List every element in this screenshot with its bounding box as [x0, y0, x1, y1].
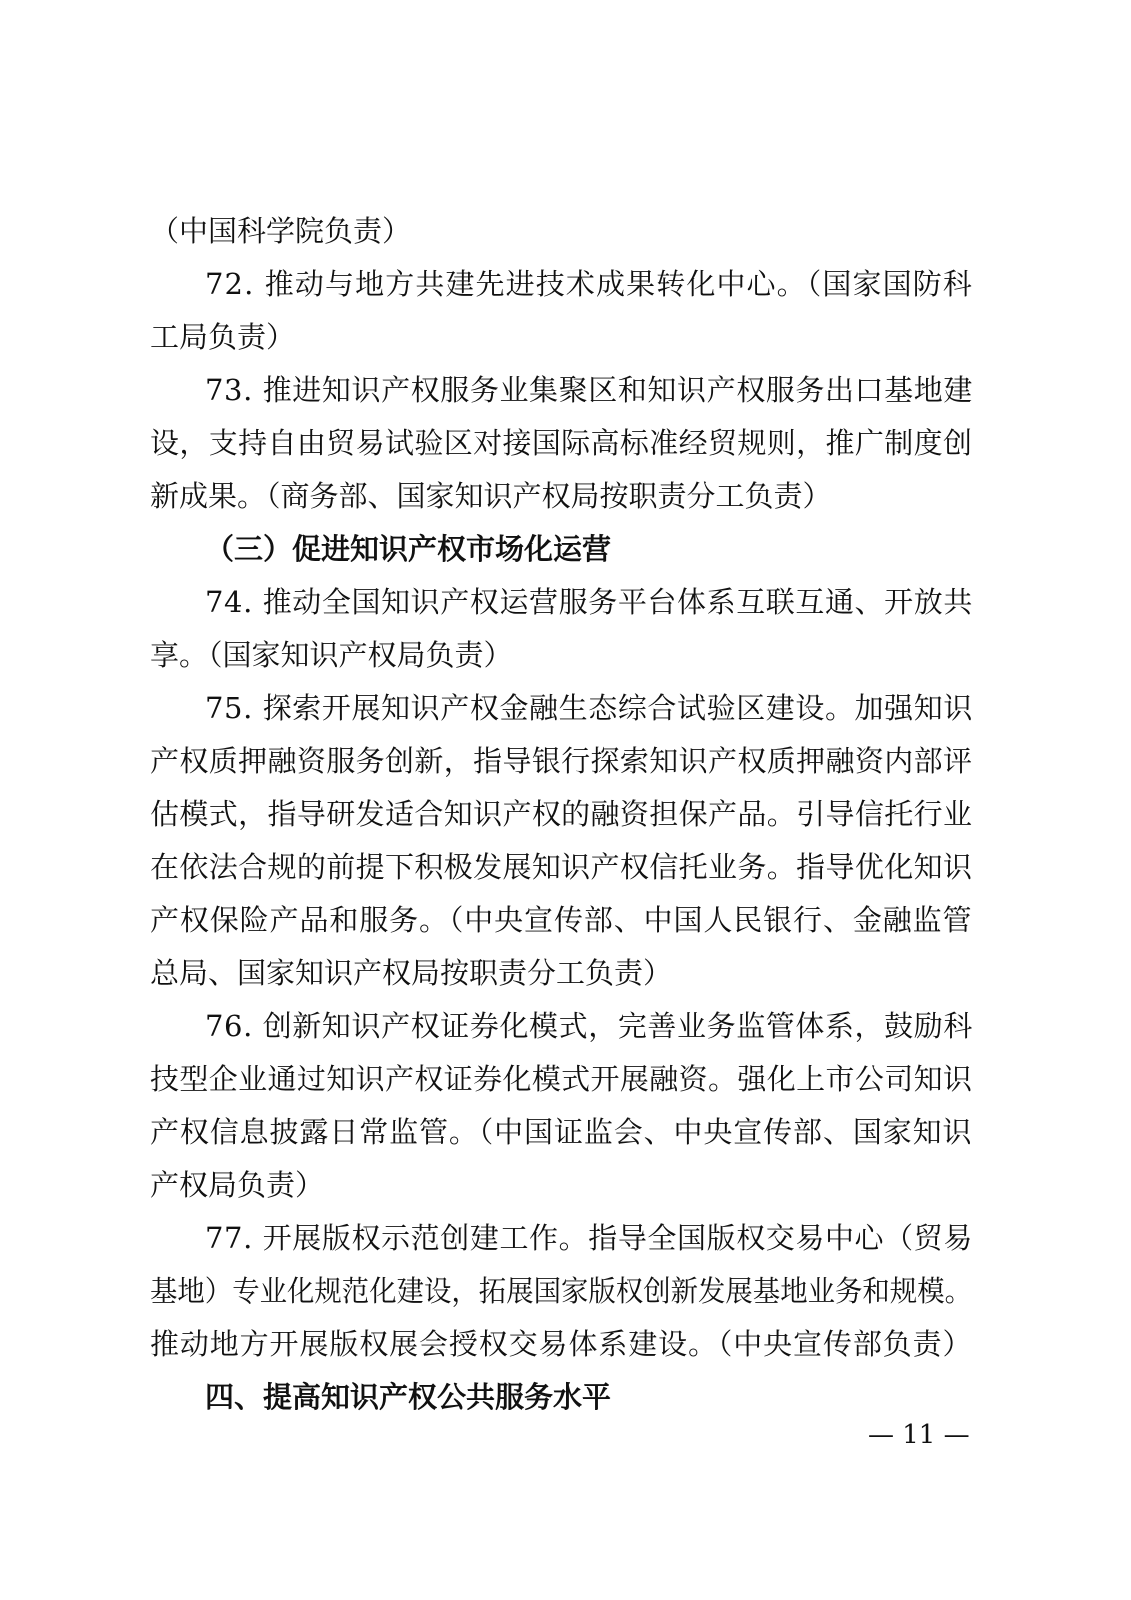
text-line: 产权局负责）	[150, 1168, 325, 1202]
text-line: 技型企业通过知识产权证券化模式开展融资。强化上市公司知识	[150, 1062, 973, 1096]
text-line: 产权质押融资服务创新，指导银行探索知识产权质押融资内部评	[150, 744, 973, 778]
text-line: 在依法合规的前提下积极发展知识产权信托业务。指导优化知识	[150, 850, 973, 884]
section-heading: （三）促进知识产权市场化运营	[205, 532, 612, 566]
text-line: 75. 探索开展知识产权金融生态综合试验区建设。加强知识	[205, 691, 973, 725]
text-line: 77. 开展版权示范创建工作。指导全国版权交易中心（贸易	[205, 1221, 973, 1255]
text-line: 估模式，指导研发适合知识产权的融资担保产品。引导信托行业	[150, 797, 973, 831]
text-line: 设，支持自由贸易试验区对接国际高标准经贸规则，推广制度创	[150, 426, 973, 460]
chapter-heading: 四、提高知识产权公共服务水平	[205, 1380, 612, 1414]
text-line: 新成果。（商务部、国家知识产权局按职责分工负责）	[150, 479, 832, 513]
text-line: 72. 推动与地方共建先进技术成果转化中心。（国家国防科	[205, 267, 973, 301]
text-line: 产权保险产品和服务。（中央宣传部、中国人民银行、金融监管	[150, 903, 973, 937]
text-line: 享。（国家知识产权局负责）	[150, 638, 513, 672]
text-line: 76. 创新知识产权证券化模式，完善业务监管体系，鼓励科	[205, 1009, 973, 1043]
text-line: 工局负责）	[150, 320, 296, 354]
text-line: （中国科学院负责）	[150, 214, 412, 248]
text-line: 73. 推进知识产权服务业集聚区和知识产权服务出口基地建	[205, 373, 973, 407]
page-number: — 11 —	[868, 1420, 970, 1450]
text-line: 基地）专业化规范化建设，拓展国家版权创新发展基地业务和规模。	[150, 1274, 973, 1308]
text-line: 推动地方开展版权展会授权交易体系建设。（中央宣传部负责）	[150, 1327, 973, 1361]
text-line: 总局、国家知识产权局按职责分工负责）	[150, 956, 673, 990]
text-line: 产权信息披露日常监管。（中国证监会、中央宣传部、国家知识	[150, 1115, 973, 1149]
text-line: 74. 推动全国知识产权运营服务平台体系互联互通、开放共	[205, 585, 973, 619]
